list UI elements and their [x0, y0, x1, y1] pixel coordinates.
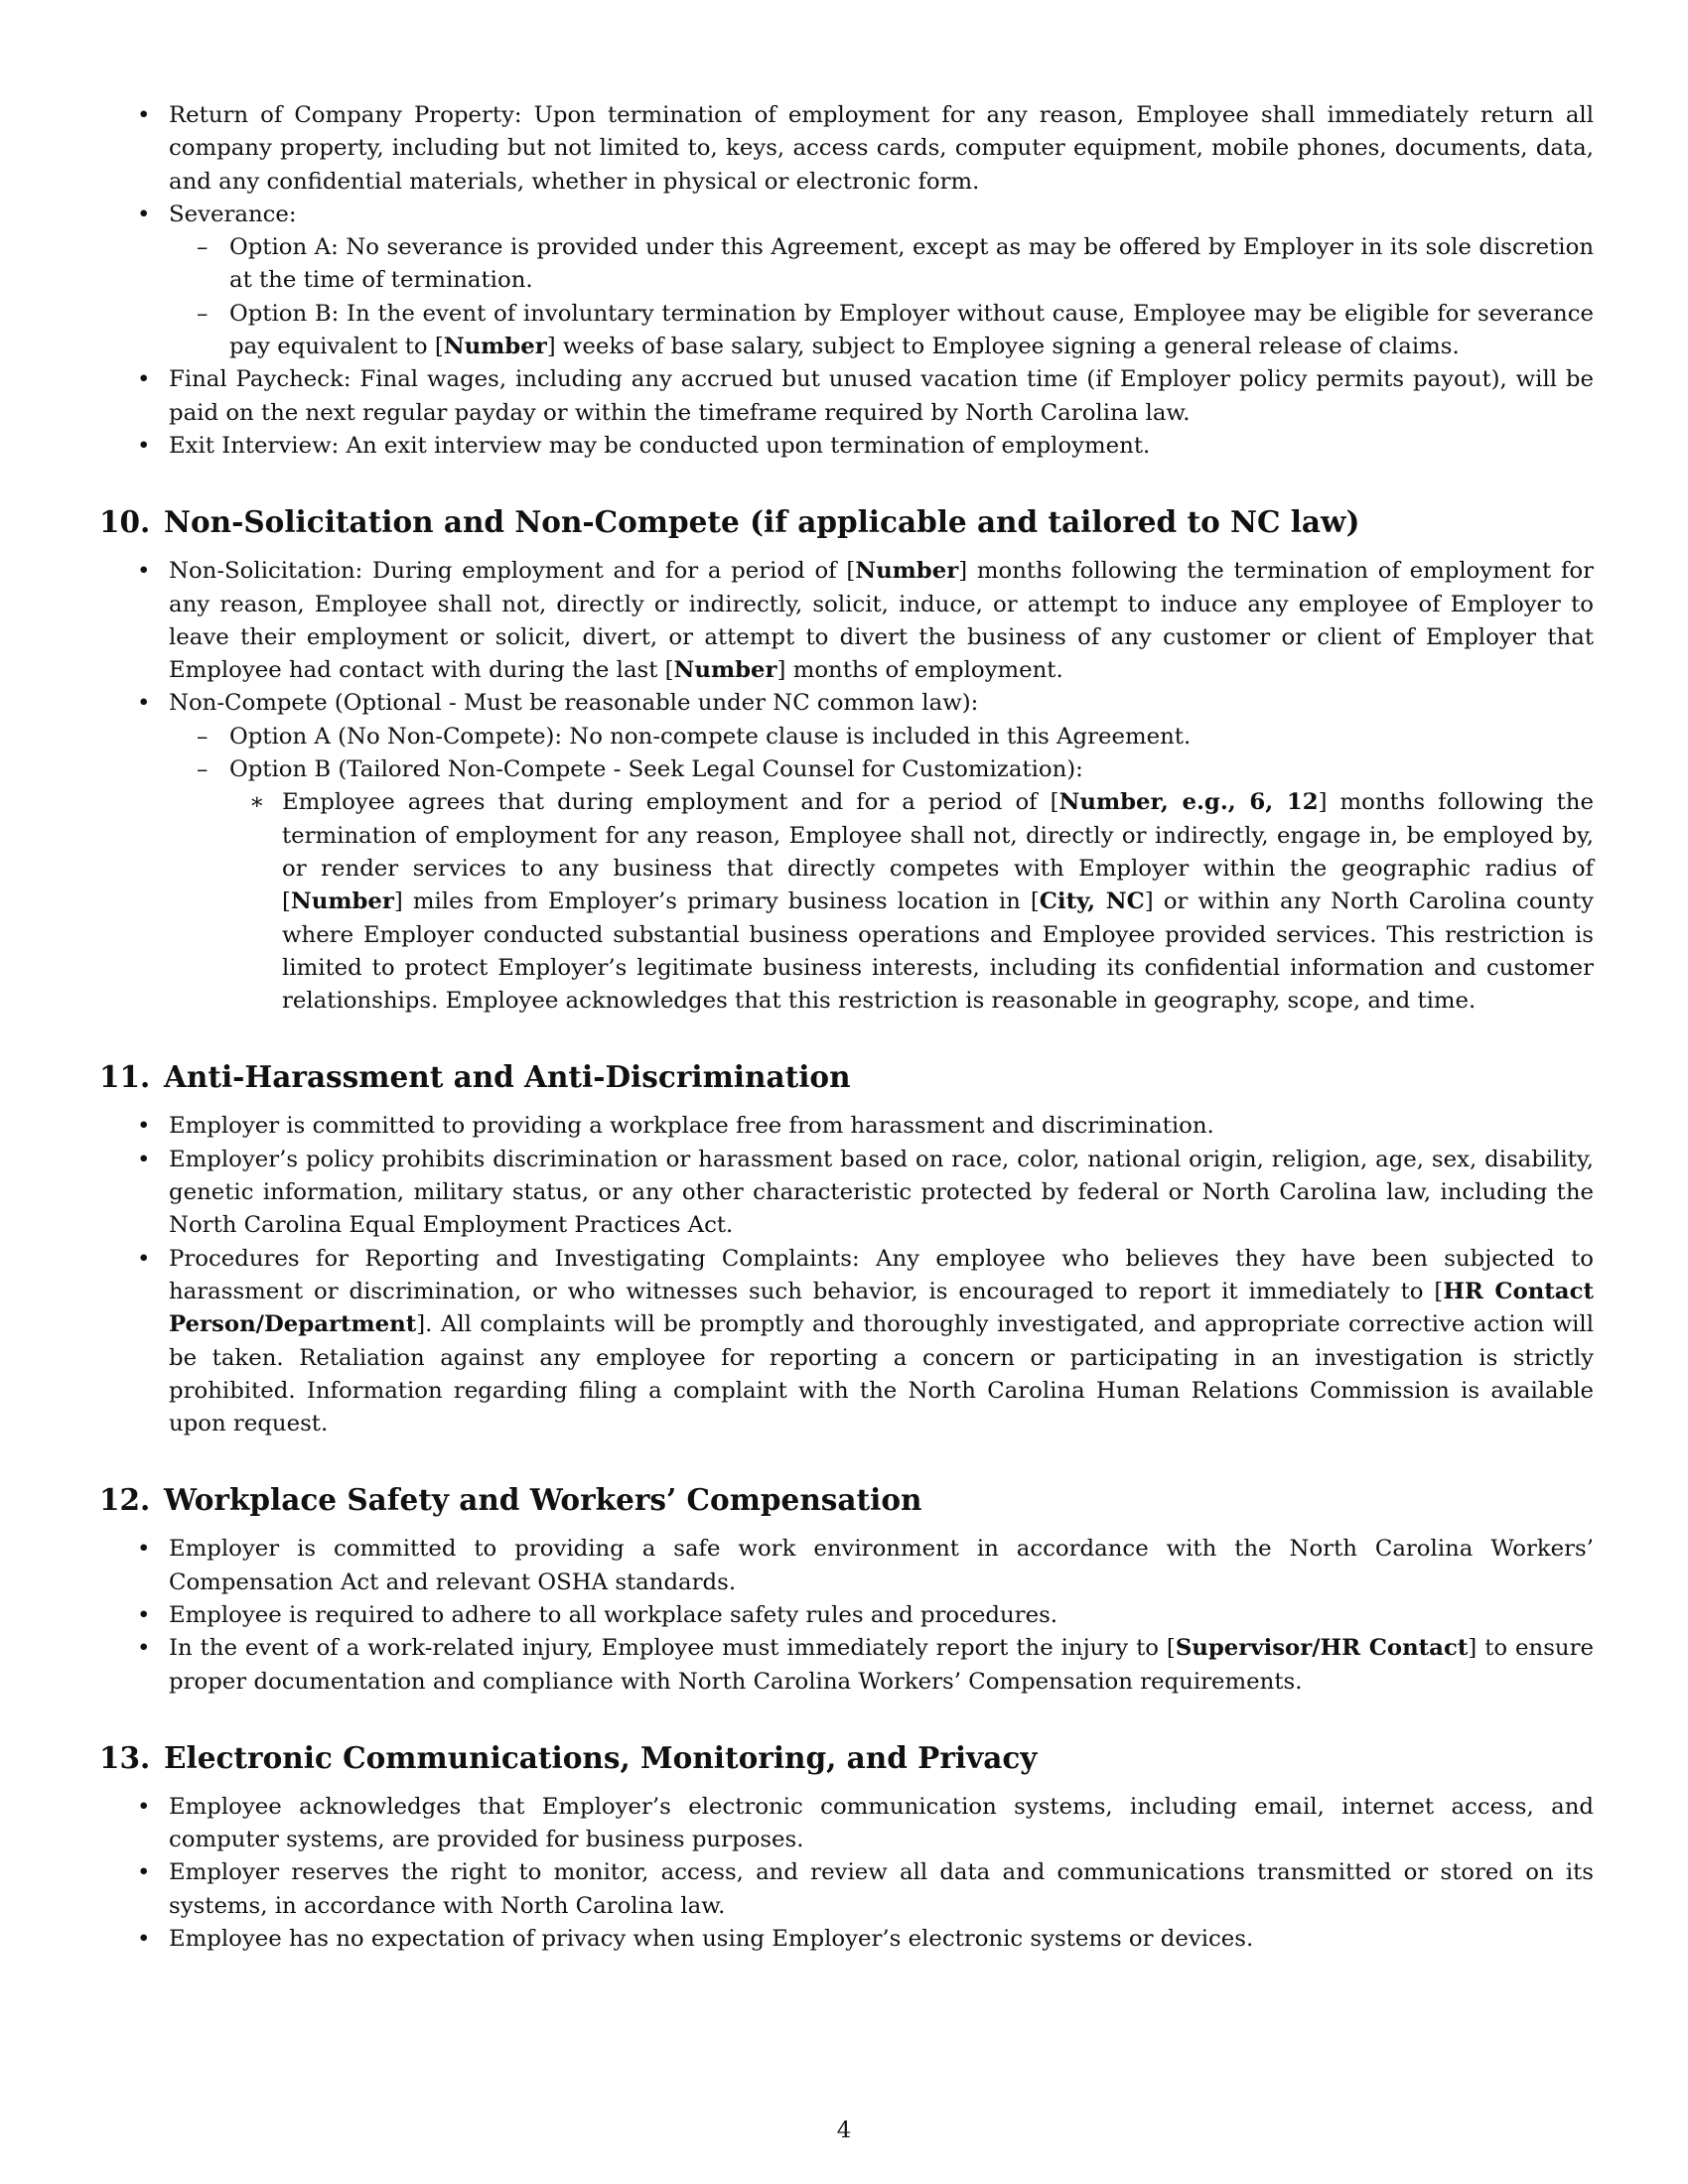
item-text: Employer is committed to providing a workplace free from harassment and discrimination. — [169, 1113, 1214, 1140]
section-10-list — [99, 555, 1594, 1018]
section-number: 12. — [99, 1482, 151, 1518]
list-item: • Non-Solicitation: During employment and for a period of [Number] months following the termination of employment for any reason, Employee shall not, directly or indirectly, solicit, induce, or attempt to induce any employee of Employer to leave their employment or solicit, divert, or attempt to divert the business of any customer or client of Employer that Employee had contact with during the last [Number] months of employment. — [99, 555, 1594, 687]
clause-text: miles from Employer’s primary business location in — [402, 888, 1031, 915]
item-text: Employer’s policy prohibits discrimination or harassment based on race, color, national origin, religion, age, sex, disability, genetic information, military status, or any other characteristic protected by federal or North Carolina law, including the North Carolina Equal Employment Practices Act. — [169, 1146, 1594, 1239]
nonsolicit-text: months following the termination of employment for any reason, Employee shall not, directly or indirectly, solicit, induce, or attempt to induce any employee of Employer to leave their employment or solicit, divert, or attempt to divert the business of any customer or client of Employer that Employee had contact with during the last — [169, 558, 1595, 684]
list-item — [99, 1599, 1594, 1632]
section-heading — [99, 1738, 1594, 1778]
page-number: 4 — [836, 2117, 852, 2143]
clause-text: months following the termination of employment for any reason, Employee shall not, directly or indirectly, engage in, be employed by, or render services to any business that directly competes with Employer within the geographic radius of — [282, 789, 1594, 882]
severance-option-b-text: weeks of base salary, subject to Employee signing a general release of claims. — [555, 334, 1460, 360]
return-property-text: Return of Company Property: Upon termination of employment for any reason, Employee shall immediately return all company property, including but not limited to, keys, access cards, computer equipment, mobile phones, documents, data, and any confidential materials, whether in physical or electronic form. — [169, 102, 1594, 195]
section-13-list — [99, 1791, 1594, 1956]
final-paycheck-text: Final Paycheck: Final wages, including any accrued but unused vacation time (if Employer policy permits payout), will be paid on the next regular payday or within the timeframe required by North Carolina law. — [169, 366, 1594, 426]
list-item — [99, 687, 1594, 1018]
section-heading — [99, 502, 1594, 542]
list-item — [99, 1110, 1594, 1143]
termination-list — [99, 99, 1594, 463]
item-text: to ensure proper documentation and compliance with North Carolina Workers’ Compensation requirements. — [169, 1635, 1595, 1695]
section-title: Non-Solicitation and Non-Compete (if applicable and tailored to NC law) — [164, 504, 1360, 540]
section-number: 10. — [99, 504, 151, 540]
section-11-list — [99, 1110, 1594, 1440]
item-text: Employee has no expectation of privacy when using Employer’s electronic systems or devices. — [169, 1926, 1254, 1953]
clause-text: or within any North Carolina county where Employer conducted substantial business operations and Employee provided services. This restriction is limited to protect Employer’s legitimate business interests, including its confidential information and customer relationships. Employee acknowledges that this restriction is reasonable in geography, scope, and time. — [282, 888, 1594, 1015]
list-item — [169, 721, 1594, 753]
noncompete-clause-list — [229, 786, 1594, 1018]
item-text: . All complaints will be promptly and thoroughly investigated, and appropriate corrective action will be taken. Retaliation against any employee for reporting a concern or participating in an investigation is strictly prohibited. Information regarding filing a complaint with the North Carolina Human Relations Commission is available upon request. — [169, 1311, 1594, 1437]
section-12-list — [99, 1533, 1594, 1698]
list-item — [99, 430, 1594, 463]
section-title: Anti-Harassment and Anti-Discrimination — [164, 1059, 851, 1095]
item-text: Employee acknowledges that Employer’s electronic communication systems, including email, internet access, and computer systems, are provided for business purposes. — [169, 1793, 1594, 1853]
severance-option-b-text: Option B: In the event of involuntary termination by Employer without cause, Employee may be eligible for severance pay equivalent to — [229, 300, 1594, 360]
section-title: Electronic Communications, Monitoring, and Privacy — [164, 1739, 1038, 1775]
exit-interview-text: Exit Interview: An exit interview may be conducted upon termination of employment. — [169, 432, 1151, 459]
placeholder-field: Supervisor/HR Contact — [1175, 1635, 1469, 1662]
section-heading — [99, 1057, 1594, 1097]
placeholder-field: Number — [443, 334, 547, 360]
noncompete-options — [169, 721, 1594, 1019]
noncompete-label: Non-Compete (Optional - Must be reasonable under NC common law): — [169, 690, 979, 717]
list-item — [99, 1533, 1594, 1599]
nonsolicit-text: Non-Solicitation: During employment and for a period of — [169, 558, 847, 585]
list-item — [99, 1856, 1594, 1923]
noncompete-option-b: Option B (Tailored Non-Compete - Seek Legal Counsel for Customization): — [229, 756, 1083, 783]
list-item — [169, 231, 1594, 298]
list-item — [99, 1923, 1594, 1956]
section-number: 13. — [99, 1739, 151, 1775]
placeholder-field: Number — [855, 558, 959, 585]
severance-label: Severance: — [169, 201, 297, 227]
item-text: Employee is required to adhere to all workplace safety rules and procedures. — [169, 1601, 1058, 1628]
clause-text: Employee agrees that during employment and for a period of — [282, 789, 1051, 816]
section-title: Workplace Safety and Workers’ Compensation — [164, 1482, 922, 1518]
list-item: • Procedures for Reporting and Investigating Complaints: Any employee who believes they have been subjected to harassment or discrimination, or who witnesses such behavior, is encouraged to report it immediately to [HR Contact Person/Department]. All complaints will be promptly and thoroughly investigated, and appropriate corrective action will be taken. Retaliation against any employee for reporting a concern or participating in an investigation is strictly prohibited. Information regarding filing a complaint with the North Carolina Human Relations Commission is available upon request. — [99, 1243, 1594, 1441]
noncompete-option-a: Option A (No Non-Compete): No non-compete clause is included in this Agreement. — [229, 723, 1192, 750]
section-number: 11. — [99, 1059, 151, 1095]
placeholder-field: Number, e.g., 6, 12 — [1058, 789, 1319, 816]
placeholder-field: HR Contact Person/Department — [169, 1278, 1594, 1338]
list-item — [99, 1791, 1594, 1857]
list-item: ∗ Employee agrees that during employment and for a period of [Number, e.g., 6, 12] months following the termination of employment for any reason, Employee shall not, directly or indirectly, engage in, be employed by, or render services to any business that directly competes with Employer within the geographic radius of [Number] miles from Employer’s primary business location in [City, NC] or within any North Carolina county where Employer conducted substantial business operations and Employee provided services. This restriction is limited to protect Employer’s legitimate business interests, including its confidential information and customer relationships. Employee acknowledges that this restriction is reasonable in geography, scope, and time. — [229, 786, 1594, 1018]
severance-options — [169, 231, 1594, 363]
placeholder-field: Number — [673, 657, 777, 684]
page-content — [99, 99, 1594, 1956]
item-text: In the event of a work-related injury, Employee must immediately report the injury to — [169, 1635, 1167, 1662]
item-text: Employer is committed to providing a safe work environment in accordance with the North Carolina Workers’ Compensation Act and relevant OSHA standards. — [169, 1536, 1594, 1595]
list-item — [99, 363, 1594, 430]
item-text: Procedures for Reporting and Investigating Complaints: Any employee who believes they have been subjected to harassment or discrimination, or who witnesses such behavior, is encouraged to report it immediately to — [169, 1245, 1594, 1304]
list-item — [169, 753, 1594, 1018]
list-item: • In the event of a work-related injury, Employee must immediately report the injury to [Supervisor/HR Contact] to ensure proper documentation and compliance with North Carolina Workers’ Compensation requirements. — [99, 1632, 1594, 1699]
placeholder-field: City, NC — [1039, 888, 1145, 915]
nonsolicit-text: months of employment. — [785, 657, 1063, 684]
section-heading — [99, 1480, 1594, 1520]
severance-option-a: Option A: No severance is provided under this Agreement, except as may be offered by Employer in its sole discretion at the time of termination. — [229, 234, 1594, 294]
list-item — [99, 199, 1594, 363]
list-item — [169, 298, 1594, 364]
list-item — [99, 1144, 1594, 1243]
severance-option-b: Option B: In the event of involuntary termination by Employer without cause, Employee may be eligible for severance pay equivalent to [Number] weeks of base salary, subject to Employee signing a general release of claims. — [229, 300, 1594, 360]
list-item — [99, 99, 1594, 199]
placeholder-field: Number — [290, 888, 394, 915]
item-text: Employer reserves the right to monitor, access, and review all data and communications transmitted or stored on its systems, in accordance with North Carolina law. — [169, 1859, 1594, 1919]
